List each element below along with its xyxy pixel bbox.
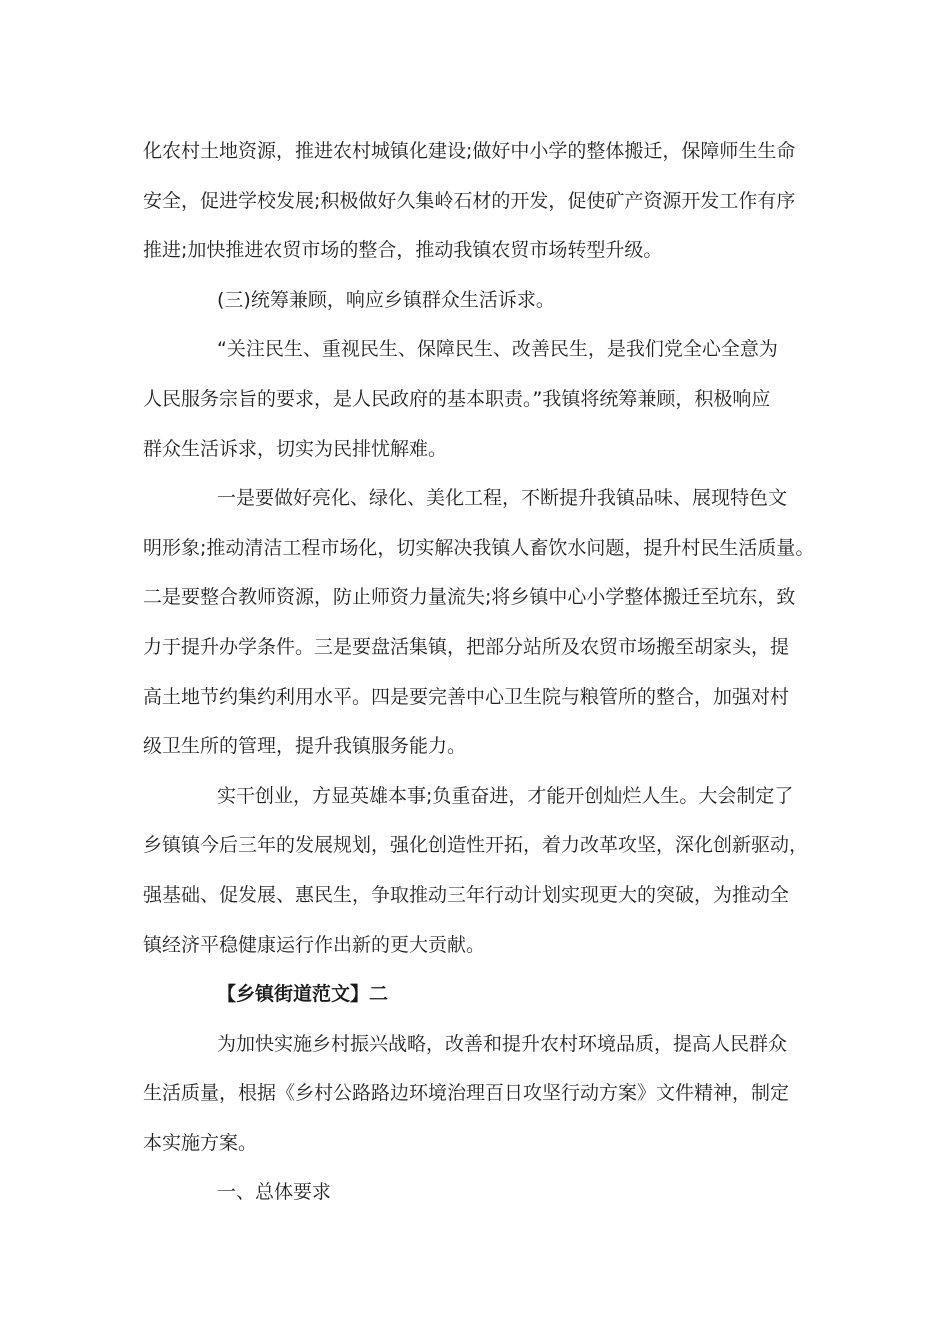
paragraph-start: “关注民生、重视民生、保障民生、改善民生，是我们党全心全意为 bbox=[217, 338, 778, 361]
text-line: 级卫生所的管理，提升我镇服务能力。 bbox=[143, 735, 467, 758]
text-line: 高土地节约集约利用水平。四是要完善中心卫生院与粮管所的整合，加强对村 bbox=[143, 685, 790, 708]
text-line: 乡镇镇今后三年的发展规划，强化创造性开拓，着力改革攻坚，深化创新驱动， bbox=[143, 834, 809, 857]
text-line: 化农村土地资源，推进农村城镇化建设;做好中小学的整体搬迁，保障师生生命 bbox=[143, 140, 796, 162]
article-heading: 【乡镇街道范文】二 bbox=[217, 983, 389, 1006]
text-line: 镇经济平稳健康运行作出新的更大贡献。 bbox=[143, 933, 486, 956]
text-line: 人民服务宗旨的要求，是人民政府的基本职责。”我镇将统筹兼顾，积极响应 bbox=[143, 387, 771, 410]
paragraph-start: 实干创业，方显英雄本事;负重奋进，才能开创灿烂人生。大会制定了 bbox=[217, 784, 794, 807]
text-line: 本实施方案。 bbox=[143, 1131, 258, 1154]
text-line: 推进;加快推进农贸市场的整合，推动我镇农贸市场转型升级。 bbox=[143, 239, 663, 262]
text-line: 力于提升办学条件。三是要盘活集镇，把部分站所及农贸市场搬至胡家头，提 bbox=[143, 635, 790, 658]
text-line: 安全，促进学校发展;积极做好久集岭石材的开发，促使矿产资源开发工作有序 bbox=[143, 189, 796, 212]
text-line: 强基础、促发展、惠民生，争取推动三年行动计划实现更大的突破，为推动全 bbox=[143, 883, 790, 906]
text-line: 群众生活诉求，切实为民排忧解难。 bbox=[143, 437, 448, 460]
text-line: 明形象;推动清洁工程市场化，切实解决我镇人畜饮水问题，提升村民生活质量。 bbox=[143, 536, 815, 559]
paragraph-start: 为加快实施乡村振兴战略，改善和提升农村环境品质，提高人民群众 bbox=[217, 1032, 788, 1055]
section-heading: 一、总体要求 bbox=[217, 1181, 332, 1204]
text-line: 生活质量，根据《乡村公路路边环境治理百日攻坚行动方案》文件精神，制定 bbox=[143, 1082, 790, 1105]
text-line: 二是要整合教师资源，防止师资力量流失;将乡镇中心小学整体搬迁至坑东，致 bbox=[143, 586, 796, 609]
document-body bbox=[143, 127, 818, 1218]
section-heading: (三)统筹兼顾，响应乡镇群众生活诉求。 bbox=[217, 288, 555, 311]
paragraph-start: 一是要做好亮化、绿化、美化工程，不断提升我镇品味、展现特色文 bbox=[217, 487, 788, 510]
